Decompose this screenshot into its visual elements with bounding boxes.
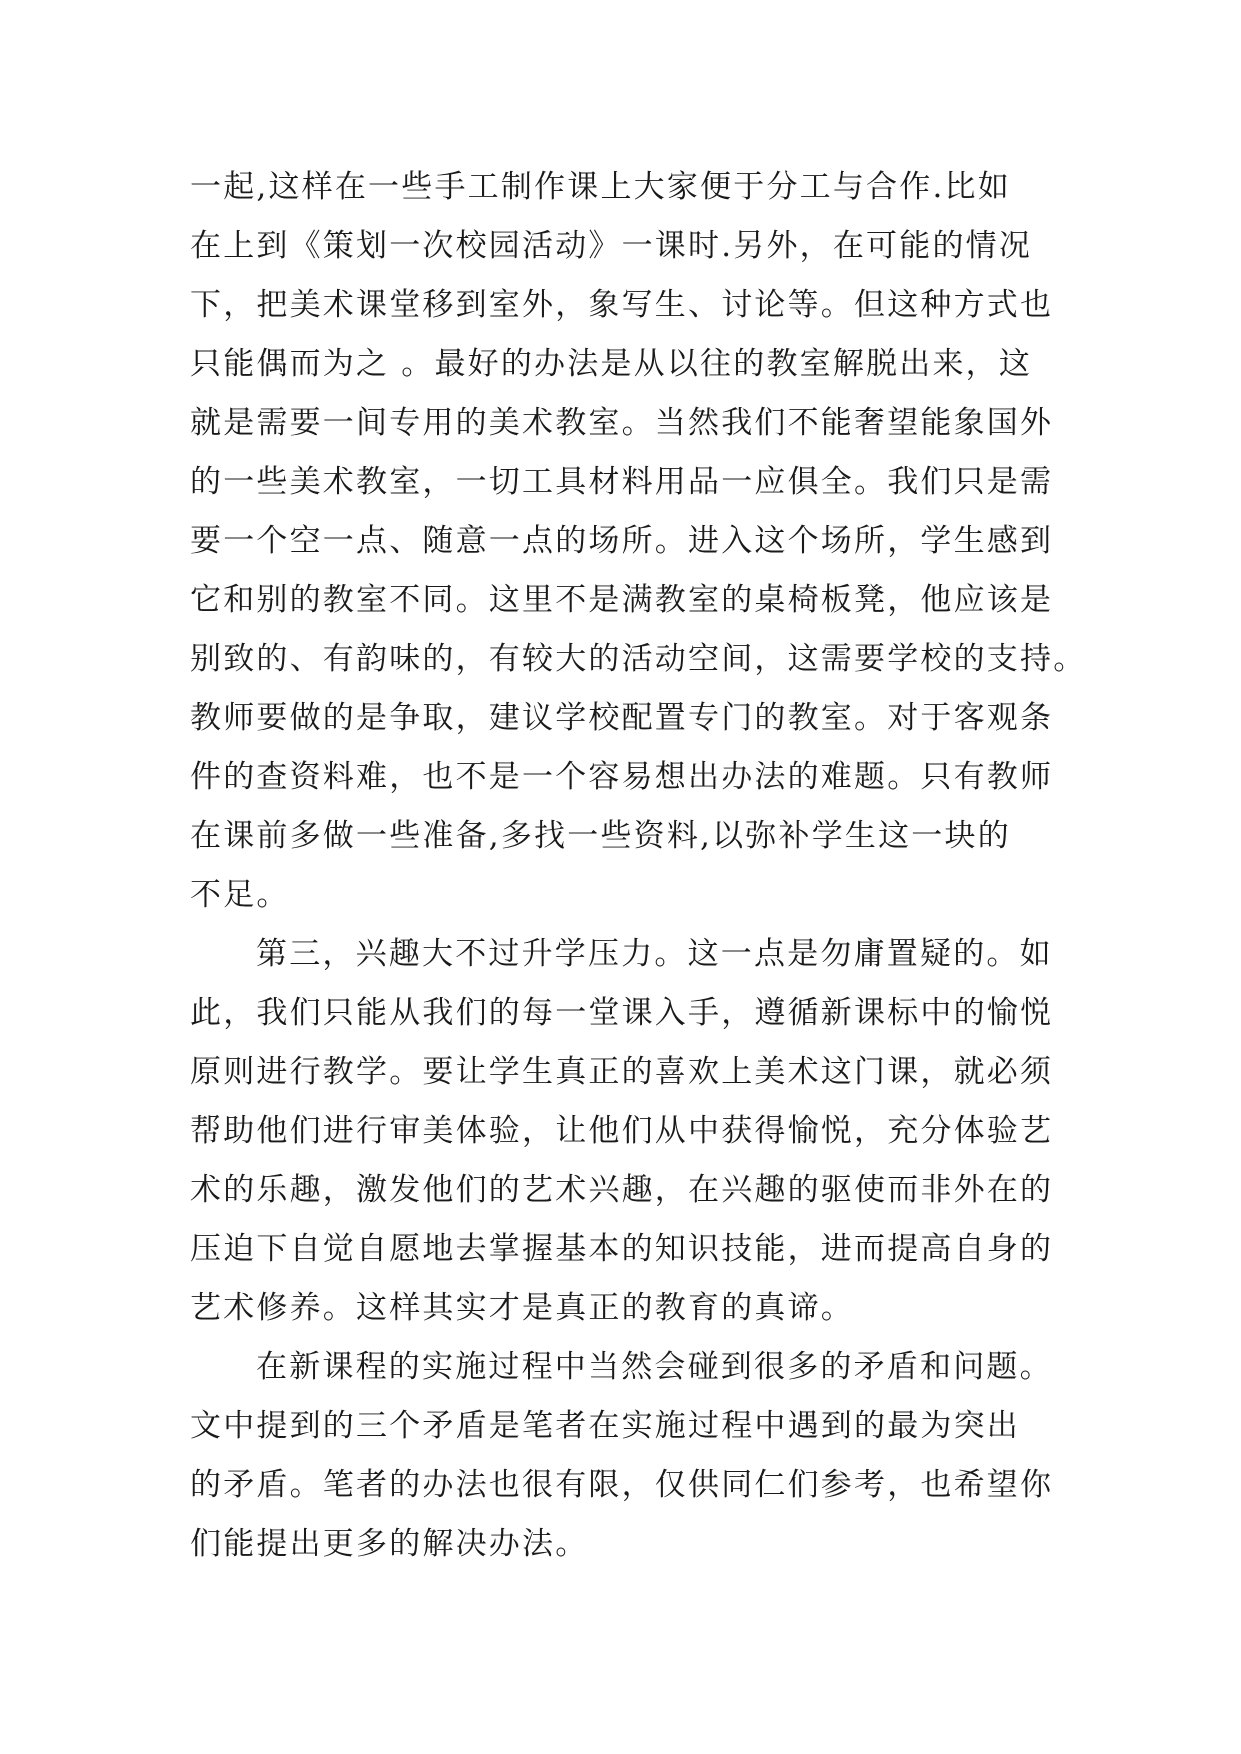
text-line: 帮助他们进行审美体验，让他们从中获得愉悦，充分体验艺	[190, 1113, 1054, 1149]
text-line: 只能偶而为之 。最好的办法是从以往的教室解脱出来，这	[190, 346, 1033, 382]
text-line: 此，我们只能从我们的每一堂课入手，遵循新课标中的愉悦	[190, 995, 1054, 1031]
text-line: 术的乐趣，激发他们的艺术兴趣，在兴趣的驱使而非外在的	[190, 1172, 1054, 1208]
text-line: 一起,这样在一些手工制作课上大家便于分工与合作.比如	[190, 169, 1011, 205]
text-line: 压迫下自觉自愿地去掌握基本的知识技能，进而提高自身的	[190, 1231, 1054, 1267]
text-line: 件的查资料难，也不是一个容易想出办法的难题。只有教师	[190, 759, 1054, 795]
text-line: 在课前多做一些准备,多找一些资料,以弥补学生这一块的	[190, 818, 1011, 854]
text-line: 原则进行教学。要让学生真正的喜欢上美术这门课，就必须	[190, 1054, 1054, 1090]
text-line: 在上到《策划一次校园活动》一课时.另外，在可能的情况	[190, 228, 1033, 264]
text-line: 的矛盾。笔者的办法也很有限，仅供同仁们参考，也希望你	[190, 1467, 1054, 1503]
text-line: 要一个空一点、随意一点的场所。进入这个场所，学生感到	[190, 523, 1054, 559]
text-line: 下，把美术课堂移到室外，象写生、讨论等。但这种方式也	[190, 287, 1054, 323]
text-line: 它和别的教室不同。这里不是满教室的桌椅板凳，他应该是	[190, 582, 1054, 618]
text-line: 的一些美术教室，一切工具材料用品一应俱全。我们只是需	[190, 464, 1054, 500]
text-line: 就是需要一间专用的美术教室。当然我们不能奢望能象国外	[190, 405, 1054, 441]
text-line: 别致的、有韵味的，有较大的活动空间，这需要学校的支持。	[190, 641, 1087, 677]
text-line: 教师要做的是争取，建议学校配置专门的教室。对于客观条	[190, 700, 1054, 736]
paragraph-start-line: 在新课程的实施过程中当然会碰到很多的矛盾和问题。	[256, 1349, 1053, 1385]
body-text	[190, 158, 1087, 1574]
text-line: 不足。	[190, 877, 290, 913]
paragraph-start-line: 第三，兴趣大不过升学压力。这一点是勿庸置疑的。如	[256, 936, 1053, 972]
text-line: 文中提到的三个矛盾是笔者在实施过程中遇到的最为突出	[190, 1408, 1020, 1444]
text-line: 们能提出更多的解决办法。	[190, 1526, 589, 1562]
text-line: 艺术修养。这样其实才是真正的教育的真谛。	[190, 1290, 854, 1326]
